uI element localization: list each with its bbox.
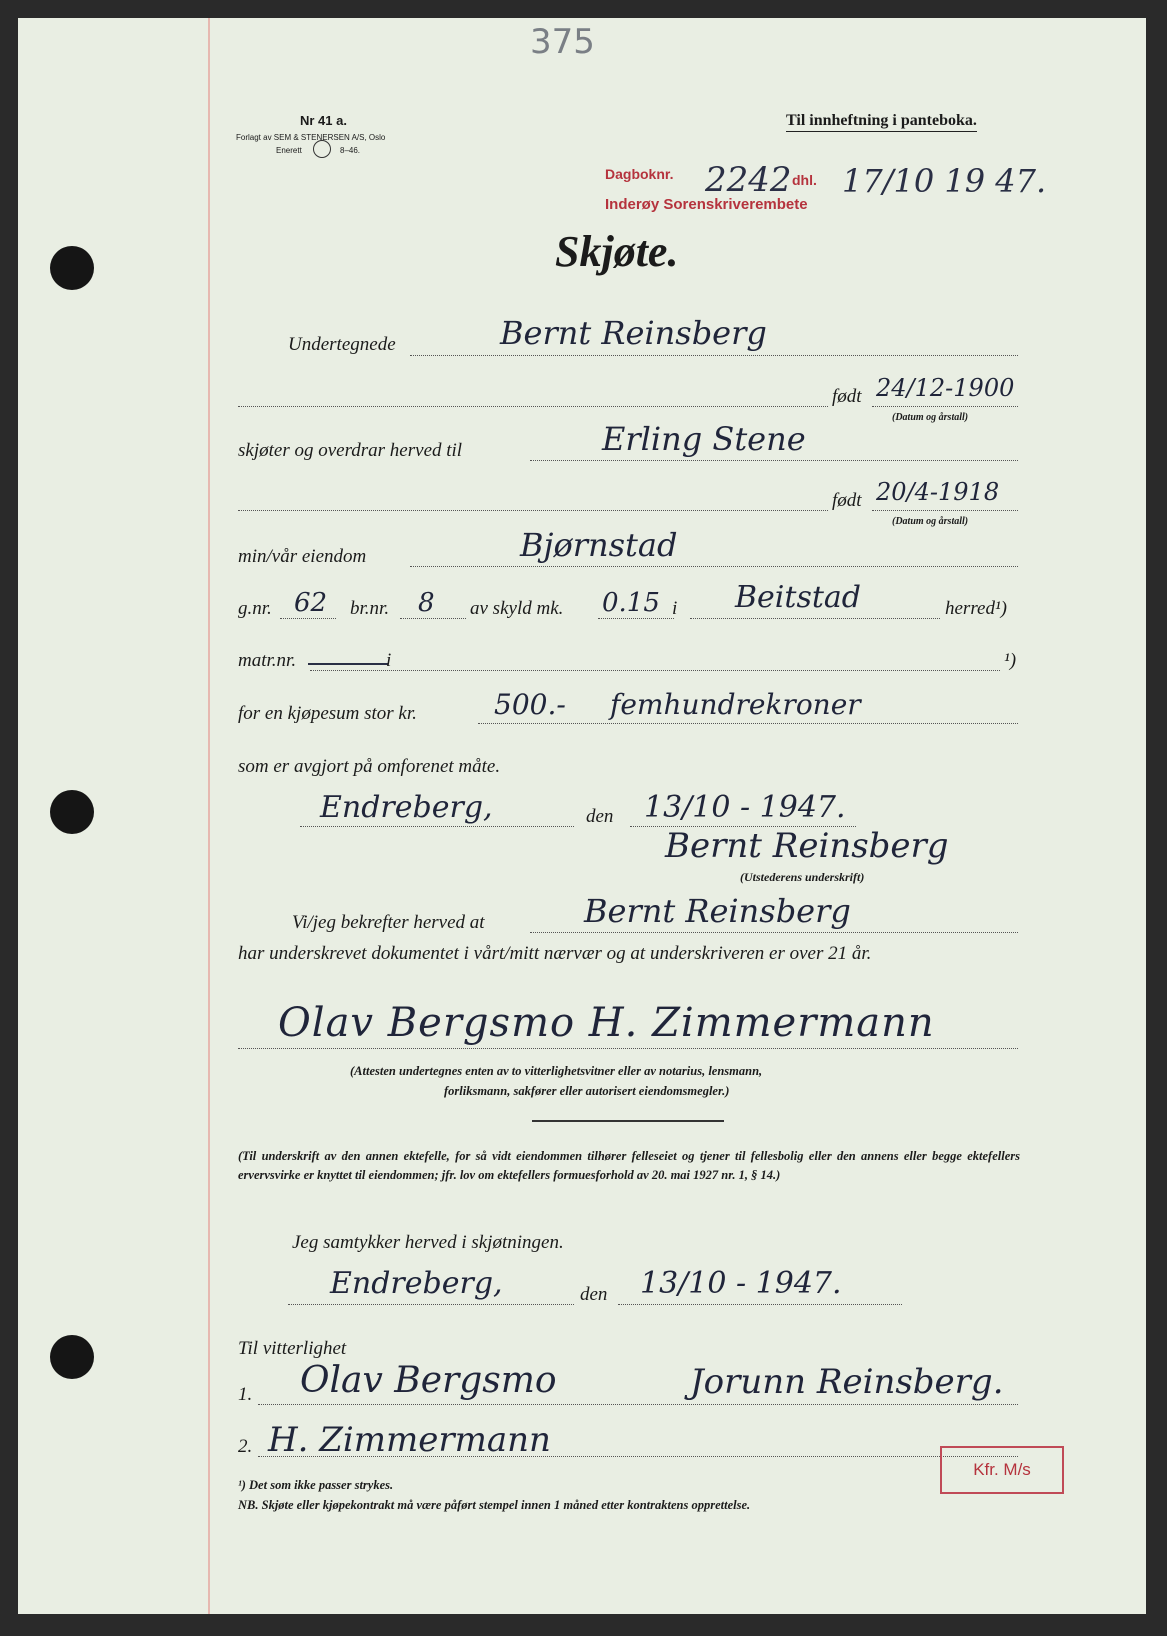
date2-value: 13/10 - 1947. <box>640 1266 842 1301</box>
eiendom-label: min/vår eiendom <box>238 546 367 567</box>
skjoter-label: skjøter og overdrar herved til <box>238 440 463 461</box>
bekrefter-value: Bernt Reinsberg <box>584 892 851 930</box>
kjop-label: for en kjøpesum stor kr. <box>238 703 417 724</box>
dotted-line <box>258 1404 1018 1405</box>
kfr-stamp: Kfr. M/s <box>940 1446 1064 1494</box>
dotted-line <box>478 723 1018 724</box>
gnr-value: 62 <box>294 588 328 618</box>
place1-value: Endreberg, <box>320 790 493 825</box>
dotted-line <box>238 1048 1018 1049</box>
witness-signatures: Olav Bergsmo H. Zimmermann <box>278 1000 935 1046</box>
margin-line <box>208 18 210 1614</box>
brnr-value: 8 <box>418 588 435 618</box>
footnote1: ¹) Det som ikke passer strykes. <box>238 1478 394 1492</box>
dotted-line <box>280 618 336 619</box>
den1-label: den <box>586 806 614 827</box>
herred-value: Beitstad <box>735 580 861 615</box>
samtykker-text: Jeg samtykker herved i skjøtningen. <box>292 1232 564 1253</box>
publisher-enerett: Enerett <box>276 146 302 155</box>
stamp-dagboknr-label: Dagboknr. <box>605 166 674 182</box>
matr-label: matr.nr. <box>238 650 297 671</box>
eiendom-value: Bjørnstad <box>520 526 678 564</box>
dotted-line <box>238 406 828 407</box>
dotted-line <box>530 460 1018 461</box>
dotted-line <box>530 932 1018 933</box>
attest-note-line2: forliksmann, sakfører eller autorisert eiendomsmegler.) <box>444 1084 730 1098</box>
witness1-name: Olav Bergsmo <box>300 1360 557 1401</box>
punch-hole <box>50 246 94 290</box>
fodt1-label: født <box>832 386 862 407</box>
den2-label: den <box>580 1284 608 1305</box>
dotted-line <box>598 618 674 619</box>
skjoter-value: Erling Stene <box>602 420 806 458</box>
brnr-label: br.nr. <box>350 598 390 619</box>
fodt1-value: 24/12-1900 <box>876 374 1015 402</box>
vitterlighet-label: Til vitterlighet <box>238 1338 347 1359</box>
gnr-label: g.nr. <box>238 598 272 619</box>
signature1: Bernt Reinsberg <box>665 826 949 866</box>
dotted-line <box>310 670 1000 671</box>
dotted-line <box>872 406 1018 407</box>
i-label: i <box>672 598 678 619</box>
publisher-logo <box>313 140 331 158</box>
witness2-number: 2. <box>238 1436 253 1457</box>
datum2-caption: (Datum og årstall) <box>892 516 969 527</box>
bekrefter-label: Vi/jeg bekrefter herved at <box>292 912 485 933</box>
stamp-dhl: dhl. <box>792 172 817 188</box>
avgjort-text: som er avgjort på omforenet måte. <box>238 756 501 777</box>
dotted-line <box>238 510 828 511</box>
herred-label: herred¹) <box>945 598 1007 619</box>
place2-value: Endreberg, <box>330 1266 503 1301</box>
dotted-line <box>690 618 940 619</box>
attest-note-line1: (Attesten undertegnes enten av to vitterlighetsvitner eller av notarius, lensmann, <box>350 1064 763 1078</box>
dotted-line <box>300 826 574 827</box>
punch-hole <box>50 790 94 834</box>
strike-line <box>308 663 388 665</box>
dotted-line <box>618 1304 902 1305</box>
underskrevet-text: har underskrevet dokumentet i vårt/mitt nærvær og at underskriveren er over 21 år. <box>238 943 872 964</box>
dotted-line <box>410 566 1018 567</box>
publisher-line: Forlagt av SEM & STENERSEN A/S, Oslo <box>236 133 386 142</box>
date1-value: 13/10 - 1947. <box>644 790 846 825</box>
form-id: Nr 41 a. <box>300 113 347 128</box>
witness1-number: 1. <box>238 1384 253 1405</box>
dotted-line <box>288 1304 574 1305</box>
divider <box>532 1120 724 1122</box>
dotted-line <box>400 618 466 619</box>
dotted-line <box>872 510 1018 511</box>
publisher-date: 8–46. <box>340 146 361 155</box>
witness2-name: H. Zimmermann <box>268 1420 551 1460</box>
page-number: 375 <box>530 22 595 62</box>
fodt2-value: 20/4-1918 <box>876 478 1000 506</box>
witness1-extra: Jorunn Reinsberg. <box>690 1362 1004 1402</box>
skyld-value: 0.15 <box>602 588 660 618</box>
undertegnede-value: Bernt Reinsberg <box>500 314 767 352</box>
ektefelle-note: (Til underskrift av den annen ektefelle, for så vidt eiendommen tilhører felleseiet og tjener til fellesbolig eller den annens eller begge ektefellers ervervsvirke er knyttet til eiendommen; jfr. lov om ektefellers formuesforhold av 20. mai 1927 nr. 1, § 14.) <box>238 1149 1020 1182</box>
footnote2: NB. Skjøte eller kjøpekontrakt må være påført stempel innen 1 måned etter kontraktens opprettelse. <box>238 1498 751 1512</box>
punch-hole <box>50 1335 94 1379</box>
kjop-amount: 500.- <box>494 688 566 721</box>
header-right: Til innheftning i panteboka. <box>786 112 977 132</box>
matr-i: i <box>386 650 392 671</box>
stamp-office: Inderøy Sorenskriverembete <box>605 196 808 213</box>
matr-end: ¹) <box>1004 650 1017 671</box>
datum1-caption: (Datum og årstall) <box>892 412 969 423</box>
fodt2-label: født <box>832 490 862 511</box>
stamp-number: 2242 <box>705 160 792 200</box>
dotted-line <box>410 355 1018 356</box>
sig1-caption: (Utstederens underskrift) <box>740 870 865 884</box>
stamp-date: 17/10 19 47. <box>842 162 1047 200</box>
document-title: Skjøte. <box>555 227 679 276</box>
undertegnede-label: Undertegnede <box>288 334 396 355</box>
kjop-words: femhundrekroner <box>610 688 861 721</box>
skyld-label: av skyld mk. <box>470 598 564 619</box>
